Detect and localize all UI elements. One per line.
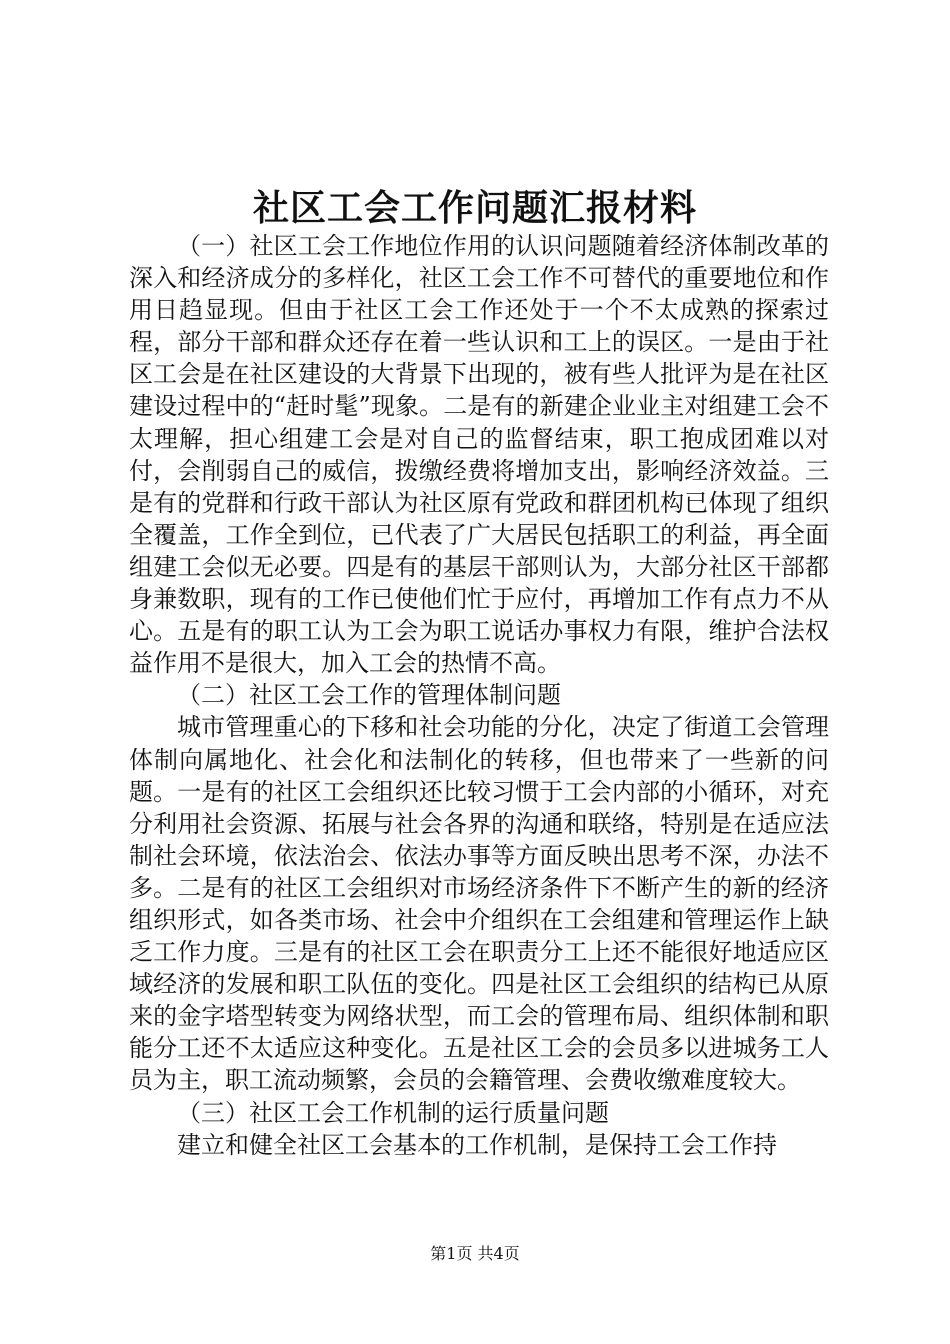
heading-section-3: （三）社区工会工作机制的运行质量问题	[177, 1098, 609, 1127]
paragraph-section-3: 建立和健全社区工会基本的工作机制，是保持工会工作持	[177, 1130, 777, 1159]
document-body	[129, 230, 829, 1161]
paragraph-section-1: （一）社区工会工作地位作用的认识问题随着经济体制改革的深入和经济成分的多样化，社区工会工作不可替代的重要地位和作用日趋显现。但由于社区工会工作还处于一个不太成熟的探索过程，部分干部和群众还存在着一些认识和工上的误区。一是由于社区工会是在社区建设的大背景下出现的，被有些人批评为是在社区建设过程中的“赶时髦”现象。二是有的新建企业业主对组建工会不太理解，担心组建工会是对自己的监督结束，职工抱成团难以对付，会削弱自己的威信，拨缴经费将增加支出，影响经济效益。三是有的党群和行政干部认为社区原有党政和群团机构已体现了组织全覆盖，工作全到位，已代表了广大居民包括职工的利益，再全面组建工会似无必要。四是有的基层干部则认为，大部分社区干部都身兼数职，现有的工作已使他们忙于应付，再增加工作有点力不从心。五是有的职工认为工会为职工说话办事权力有限，维护合法权益作用不是很大，加入工会的热情不高。	[129, 232, 829, 678]
page-footer: 第1页 共4页	[430, 1244, 520, 1263]
paragraph-section-2: 城市管理重心的下移和社会功能的分化，决定了街道工会管理体制向属地化、社会化和法制化的转移，但也带来了一些新的问题。一是有的社区工会组织还比较习惯于工会内部的小循环，对充分利用社会资源、拓展与社会各界的沟通和联络，特别是在适应法制社会环境，依法治会、依法办事等方面反映出思考不深，办法不多。二是有的社区工会组织对市场经济条件下不断产生的新的经济组织形式，如各类市场、社会中介组织在工会组建和管理运作上缺乏工作力度。三是有的社区工会在职责分工上还不能很好地适应区域经济的发展和职工队伍的变化。四是社区工会组织的结构已从原来的金字塔型转变为网络状型，而工会的管理布局、组织体制和职能分工还不太适应这种变化。五是社区工会的会员多以进城务工人员为主，职工流动频繁，会员的会籍管理、会费收缴难度较大。	[129, 713, 829, 1095]
document-title: 社区工会工作问题汇报材料	[252, 187, 697, 229]
heading-section-2: （二）社区工会工作的管理体制问题	[177, 681, 561, 710]
